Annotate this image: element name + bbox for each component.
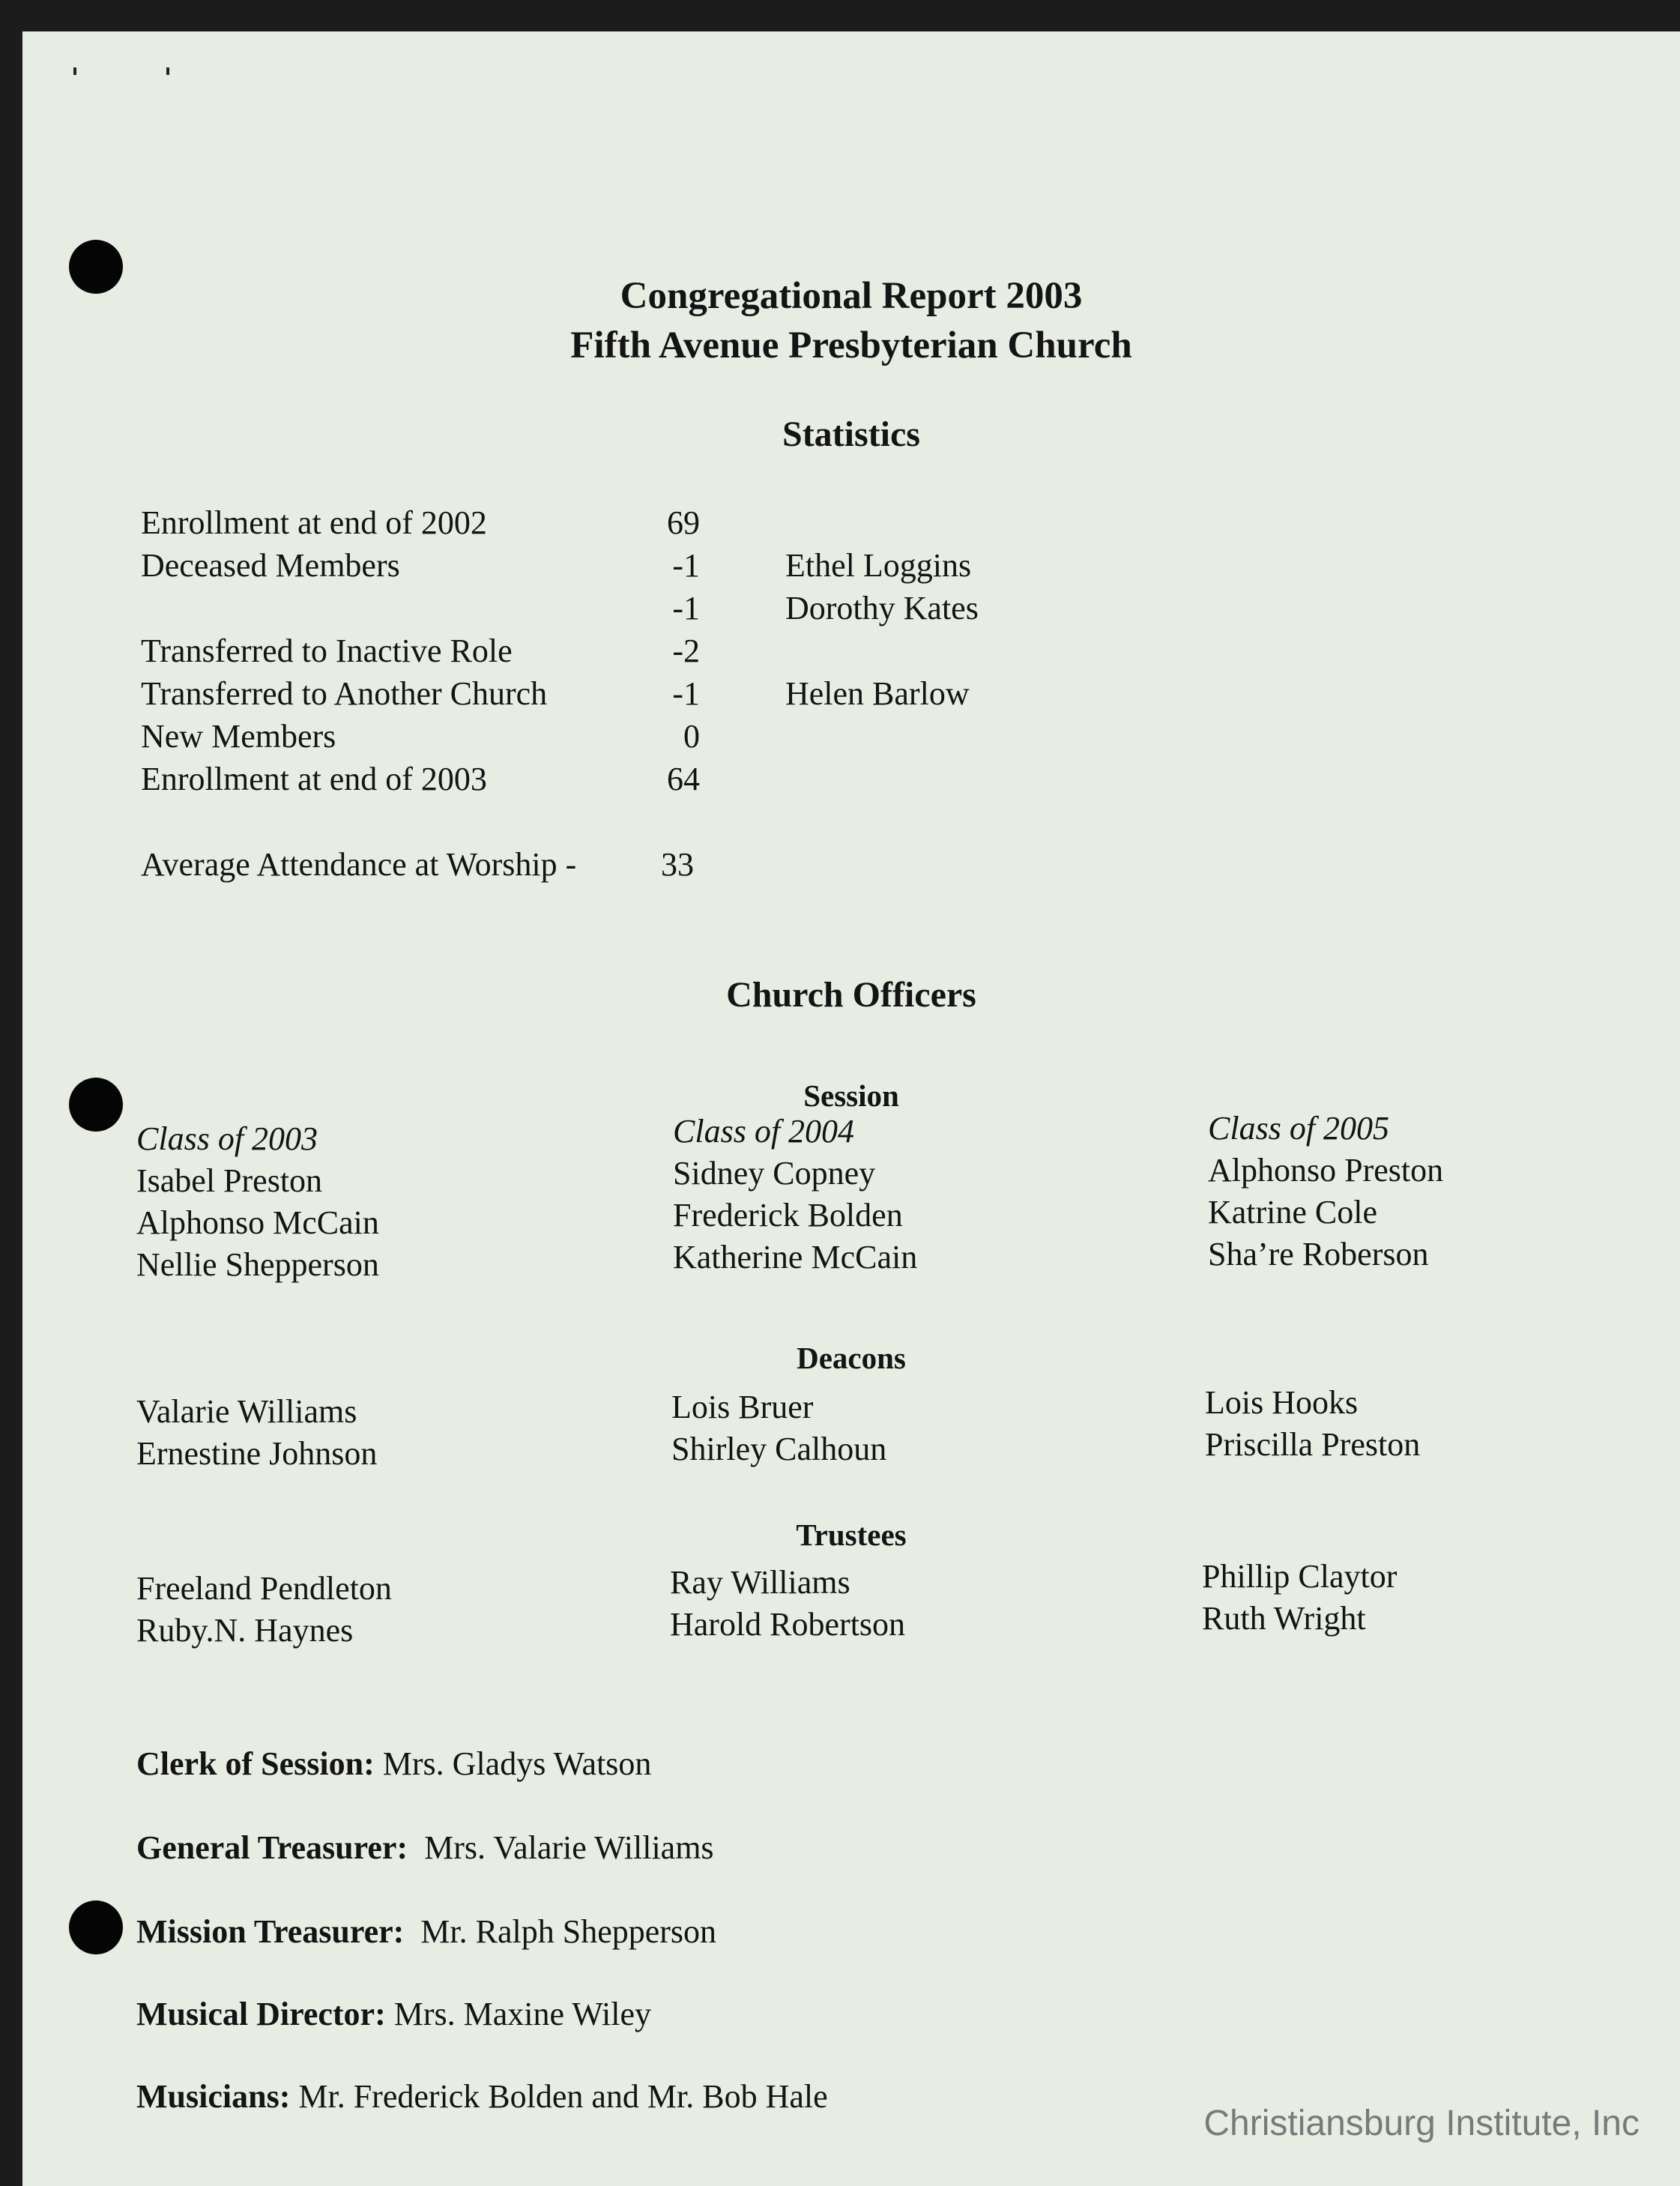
stat-label: Transferred to Inactive Role: [141, 632, 513, 669]
position-holder: Mr. Ralph Shepperson: [420, 1913, 717, 1950]
officer-name: Lois Bruer: [671, 1389, 814, 1425]
class-label: Class of 2003: [136, 1120, 318, 1157]
stat-note: Ethel Loggins: [785, 547, 972, 584]
officer-name: Shirley Calhoun: [671, 1431, 887, 1467]
report-title: Congregational Report 2003: [620, 275, 1083, 317]
attendance-value: 33: [661, 846, 694, 883]
position-general-treasurer: [136, 1829, 714, 1867]
position-holder: Mr. Frederick Bolden and Mr. Bob Hale: [298, 2078, 828, 2115]
punch-mark: [73, 67, 76, 75]
deacons-heading: Deacons: [797, 1341, 906, 1375]
position-title: Musical Director:: [136, 1996, 386, 2032]
trustees-column: [1202, 1556, 1397, 1640]
position-holder: Mrs. Maxine Wiley: [393, 1996, 651, 2032]
stat-label: Enrollment at end of 2002: [141, 504, 487, 541]
trustees-heading: Trustees: [796, 1518, 907, 1552]
stat-value: 0: [683, 718, 700, 755]
session-heading: Session: [803, 1078, 899, 1113]
position-title: General Treasurer:: [136, 1829, 408, 1866]
trustees-column: [670, 1562, 905, 1646]
stat-value: 69: [667, 504, 700, 541]
position-musicians: [136, 2077, 828, 2116]
officer-name: Priscilla Preston: [1205, 1426, 1421, 1463]
officer-name: Phillip Claytor: [1202, 1558, 1398, 1595]
officer-name: Ernestine Johnson: [136, 1435, 378, 1472]
statistics-heading: Statistics: [782, 414, 920, 454]
session-column: [673, 1111, 917, 1278]
session-column: [136, 1118, 379, 1286]
officer-name: Frederick Bolden: [673, 1197, 903, 1234]
officer-name: Alphonso Preston: [1208, 1152, 1444, 1189]
position-musical-director: [136, 1995, 651, 2033]
stat-value: -1: [672, 547, 700, 584]
officer-name: Isabel Preston: [136, 1162, 323, 1199]
stat-value: -1: [672, 675, 700, 712]
deacons-column: [1205, 1382, 1420, 1466]
attendance-label: Average Attendance at Worship -: [141, 846, 577, 883]
stat-value: -1: [672, 590, 700, 626]
position-title: Clerk of Session:: [136, 1745, 375, 1782]
deacons-column: [671, 1386, 886, 1470]
stat-label: New Members: [141, 718, 336, 755]
stat-label: Enrollment at end of 2003: [141, 761, 487, 797]
officer-name: Sha’re Roberson: [1208, 1236, 1429, 1272]
class-label: Class of 2004: [673, 1113, 855, 1150]
officer-name: Ray Williams: [670, 1564, 850, 1601]
binder-hole: [69, 1900, 123, 1954]
officer-name: Freeland Pendleton: [136, 1570, 392, 1607]
position-holder: Mrs. Valarie Williams: [424, 1829, 714, 1866]
position-clerk: [136, 1745, 651, 1783]
position-holder: Mrs. Gladys Watson: [382, 1745, 652, 1782]
position-title: Mission Treasurer:: [136, 1913, 405, 1950]
session-column: [1208, 1108, 1443, 1275]
stat-note: Dorothy Kates: [785, 590, 979, 626]
officer-name: Sidney Copney: [673, 1155, 876, 1192]
position-title: Musicians:: [136, 2078, 291, 2115]
officers-heading: Church Officers: [726, 975, 976, 1015]
officer-name: Nellie Shepperson: [136, 1246, 379, 1283]
class-label: Class of 2005: [1208, 1110, 1390, 1147]
officer-name: Ruby.N. Haynes: [136, 1612, 354, 1649]
watermark: Christiansburg Institute, Inc: [1203, 2104, 1640, 2143]
trustees-column: [136, 1568, 392, 1652]
officer-name: Valarie Williams: [136, 1393, 357, 1430]
stat-label: Transferred to Another Church: [141, 675, 548, 712]
punch-mark: [166, 67, 169, 75]
officer-name: Ruth Wright: [1202, 1600, 1366, 1637]
document-page: [22, 31, 1680, 2186]
stat-note: Helen Barlow: [785, 675, 970, 712]
officer-name: Katrine Cole: [1208, 1194, 1378, 1231]
stat-value: -2: [672, 632, 700, 669]
church-name: Fifth Avenue Presbyterian Church: [570, 324, 1132, 366]
officer-name: Alphonso McCain: [136, 1204, 379, 1241]
stat-label: Deceased Members: [141, 547, 400, 584]
stat-value: 64: [667, 761, 700, 797]
officer-name: Katherine McCain: [673, 1239, 918, 1275]
position-mission-treasurer: [136, 1912, 716, 1951]
deacons-column: [136, 1391, 377, 1475]
officer-name: Lois Hooks: [1205, 1384, 1359, 1421]
officer-name: Harold Robertson: [670, 1606, 906, 1643]
